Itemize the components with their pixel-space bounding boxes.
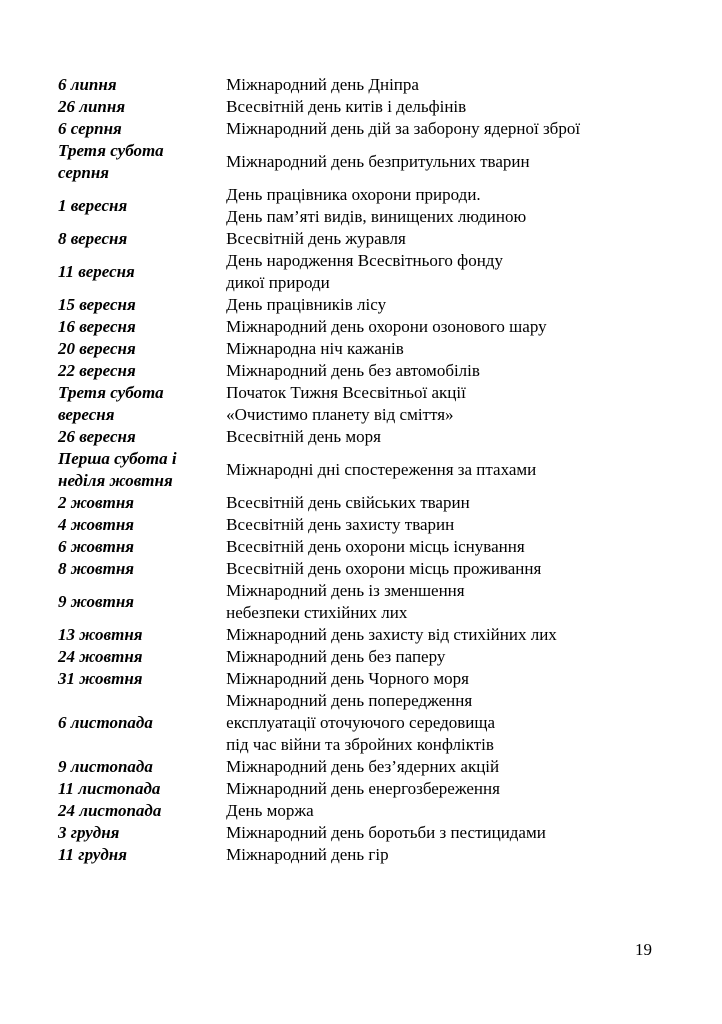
calendar-date bbox=[58, 514, 226, 536]
calendar-event bbox=[226, 426, 668, 448]
calendar-date bbox=[58, 844, 226, 866]
calendar-date bbox=[58, 536, 226, 558]
calendar-date bbox=[58, 382, 226, 426]
calendar-date bbox=[58, 822, 226, 844]
calendar-date-line: неділя жовтня bbox=[58, 471, 173, 490]
calendar-row bbox=[58, 536, 668, 558]
calendar-date-line: 11 вересня bbox=[58, 262, 135, 281]
calendar-event bbox=[226, 822, 668, 844]
calendar-event-line: Міжнародний день охорони озонового шару bbox=[226, 317, 547, 336]
calendar-row bbox=[58, 316, 668, 338]
calendar-event-line: День працівника охорони природи. bbox=[226, 185, 481, 204]
calendar-event bbox=[226, 250, 668, 294]
calendar-row bbox=[58, 514, 668, 536]
calendar-event bbox=[226, 800, 668, 822]
calendar-date-line: 16 вересня bbox=[58, 317, 136, 336]
calendar-date-line: Третя субота bbox=[58, 141, 164, 160]
calendar-date-line: Перша субота і bbox=[58, 449, 177, 468]
calendar-row bbox=[58, 426, 668, 448]
calendar-row bbox=[58, 756, 668, 778]
calendar-date-line: Третя субота bbox=[58, 383, 164, 402]
calendar-event-line: Початок Тижня Всесвітньої акції bbox=[226, 383, 466, 402]
calendar-row bbox=[58, 294, 668, 316]
calendar-row bbox=[58, 668, 668, 690]
calendar-date bbox=[58, 140, 226, 184]
calendar-date-line: 6 серпня bbox=[58, 119, 122, 138]
calendar-date bbox=[58, 228, 226, 250]
calendar-event-line: експлуатації оточуючого середовища bbox=[226, 713, 496, 732]
calendar-date bbox=[58, 96, 226, 118]
calendar-date-line: 11 листопада bbox=[58, 779, 161, 798]
calendar-event bbox=[226, 382, 668, 426]
calendar-event-line: Міжнародний день дій за заборону ядерної зброї bbox=[226, 119, 581, 138]
calendar-event-line: Міжнародний день без автомобілів bbox=[226, 361, 480, 380]
calendar-event-line: дикої природи bbox=[226, 273, 330, 292]
calendar-row bbox=[58, 646, 668, 668]
calendar-event bbox=[226, 778, 668, 800]
calendar-event bbox=[226, 646, 668, 668]
calendar-date-line: 22 вересня bbox=[58, 361, 136, 380]
calendar-date bbox=[58, 448, 226, 492]
calendar-date-line: 20 вересня bbox=[58, 339, 136, 358]
calendar-date-line: 11 грудня bbox=[58, 845, 127, 864]
calendar-event bbox=[226, 96, 668, 118]
calendar-row bbox=[58, 448, 668, 492]
calendar-event-line: Всесвітній день свійських тварин bbox=[226, 493, 470, 512]
calendar-event bbox=[226, 624, 668, 646]
calendar-event bbox=[226, 580, 668, 624]
calendar-event bbox=[226, 338, 668, 360]
calendar-event-line: під час війни та збройних конфліктів bbox=[226, 735, 494, 754]
calendar-row bbox=[58, 140, 668, 184]
calendar-event bbox=[226, 184, 668, 228]
calendar-date bbox=[58, 800, 226, 822]
calendar-date bbox=[58, 184, 226, 228]
calendar-row bbox=[58, 382, 668, 426]
calendar-date bbox=[58, 492, 226, 514]
calendar-event-line: Міжнародний день без паперу bbox=[226, 647, 446, 666]
calendar-row bbox=[58, 624, 668, 646]
calendar-event-line: Міжнародний день боротьби з пестицидами bbox=[226, 823, 546, 842]
calendar-date bbox=[58, 580, 226, 624]
calendar-event bbox=[226, 668, 668, 690]
calendar-event-line: Всесвітній день охорони місць існування bbox=[226, 537, 525, 556]
calendar-event-line: День моржа bbox=[226, 801, 314, 820]
calendar-row bbox=[58, 844, 668, 866]
calendar-event-line: Міжнародний день захисту від стихійних лих bbox=[226, 625, 557, 644]
calendar-event-line: Міжнародний день Дніпра bbox=[226, 75, 419, 94]
calendar-date bbox=[58, 250, 226, 294]
calendar-event bbox=[226, 514, 668, 536]
calendar-date bbox=[58, 690, 226, 756]
calendar-row bbox=[58, 800, 668, 822]
calendar-date bbox=[58, 338, 226, 360]
calendar-row bbox=[58, 74, 668, 96]
calendar-date-line: 26 вересня bbox=[58, 427, 136, 446]
calendar-date-line: 6 листопада bbox=[58, 713, 153, 732]
calendar-date-line: 9 листопада bbox=[58, 757, 153, 776]
calendar-event-line: Міжнародний день без’ядерних акцій bbox=[226, 757, 500, 776]
calendar-event-line: Міжнародна ніч кажанів bbox=[226, 339, 404, 358]
calendar-event bbox=[226, 756, 668, 778]
calendar-date-line: 24 листопада bbox=[58, 801, 162, 820]
calendar-row bbox=[58, 822, 668, 844]
calendar-date bbox=[58, 426, 226, 448]
calendar-event-line: небезпеки стихійних лих bbox=[226, 603, 408, 622]
calendar-event bbox=[226, 140, 668, 184]
calendar-event bbox=[226, 448, 668, 492]
calendar-date bbox=[58, 294, 226, 316]
calendar-event-line: День народження Всесвітнього фонду bbox=[226, 251, 503, 270]
calendar-row bbox=[58, 250, 668, 294]
calendar-date bbox=[58, 624, 226, 646]
calendar-date bbox=[58, 756, 226, 778]
calendar-date bbox=[58, 558, 226, 580]
calendar-row bbox=[58, 184, 668, 228]
calendar-event-line: Всесвітній день китів і дельфінів bbox=[226, 97, 467, 116]
eco-calendar-rows bbox=[58, 74, 668, 866]
calendar-date-line: вересня bbox=[58, 405, 115, 424]
eco-calendar-table bbox=[58, 74, 668, 866]
calendar-row bbox=[58, 360, 668, 382]
calendar-date bbox=[58, 74, 226, 96]
calendar-event bbox=[226, 228, 668, 250]
calendar-event bbox=[226, 844, 668, 866]
calendar-event-line: День пам’яті видів, винищених людиною bbox=[226, 207, 527, 226]
calendar-event-line: Міжнародний день попередження bbox=[226, 691, 473, 710]
calendar-row bbox=[58, 228, 668, 250]
calendar-event-line: Міжнародні дні спостереження за птахами bbox=[226, 460, 537, 479]
calendar-date bbox=[58, 360, 226, 382]
calendar-date-line: 4 жовтня bbox=[58, 515, 135, 534]
calendar-event bbox=[226, 360, 668, 382]
calendar-event-line: «Очистимо планету від сміття» bbox=[226, 405, 454, 424]
calendar-row bbox=[58, 690, 668, 756]
calendar-event-line: Всесвітній день журавля bbox=[226, 229, 406, 248]
calendar-event bbox=[226, 294, 668, 316]
calendar-event-line: Міжнародний день Чорного моря bbox=[226, 669, 469, 688]
calendar-event bbox=[226, 118, 668, 140]
calendar-event bbox=[226, 74, 668, 96]
calendar-event bbox=[226, 316, 668, 338]
page-number: 19 bbox=[635, 940, 652, 959]
calendar-date-line: 1 вересня bbox=[58, 196, 128, 215]
calendar-date-line: 15 вересня bbox=[58, 295, 136, 314]
calendar-date bbox=[58, 316, 226, 338]
calendar-date-line: 2 жовтня bbox=[58, 493, 135, 512]
calendar-date-line: серпня bbox=[58, 163, 110, 182]
calendar-event-line: Всесвітній день моря bbox=[226, 427, 381, 446]
calendar-event bbox=[226, 536, 668, 558]
calendar-date bbox=[58, 778, 226, 800]
calendar-date bbox=[58, 118, 226, 140]
calendar-date bbox=[58, 646, 226, 668]
calendar-event-line: День працівників лісу bbox=[226, 295, 387, 314]
calendar-date-line: 8 вересня bbox=[58, 229, 128, 248]
calendar-row bbox=[58, 118, 668, 140]
calendar-date-line: 9 жовтня bbox=[58, 592, 135, 611]
calendar-event-line: Міжнародний день із зменшення bbox=[226, 581, 465, 600]
calendar-row bbox=[58, 96, 668, 118]
calendar-row bbox=[58, 338, 668, 360]
calendar-event-line: Міжнародний день енергозбереження bbox=[226, 779, 500, 798]
calendar-row bbox=[58, 580, 668, 624]
calendar-date-line: 8 жовтня bbox=[58, 559, 135, 578]
calendar-row bbox=[58, 778, 668, 800]
calendar-event-line: Міжнародний день безпритульних тварин bbox=[226, 152, 530, 171]
calendar-date-line: 24 жовтня bbox=[58, 647, 143, 666]
calendar-date-line: 3 грудня bbox=[58, 823, 120, 842]
calendar-date-line: 6 липня bbox=[58, 75, 117, 94]
calendar-event-line: Міжнародний день гір bbox=[226, 845, 389, 864]
calendar-date-line: 26 липня bbox=[58, 97, 126, 116]
calendar-date bbox=[58, 668, 226, 690]
calendar-date-line: 6 жовтня bbox=[58, 537, 135, 556]
calendar-row bbox=[58, 492, 668, 514]
calendar-date-line: 31 жовтня bbox=[58, 669, 143, 688]
calendar-row bbox=[58, 558, 668, 580]
calendar-date-line: 13 жовтня bbox=[58, 625, 143, 644]
calendar-event bbox=[226, 558, 668, 580]
calendar-event bbox=[226, 690, 668, 756]
calendar-event bbox=[226, 492, 668, 514]
calendar-event-line: Всесвітній день охорони місць проживання bbox=[226, 559, 542, 578]
calendar-event-line: Всесвітній день захисту тварин bbox=[226, 515, 455, 534]
